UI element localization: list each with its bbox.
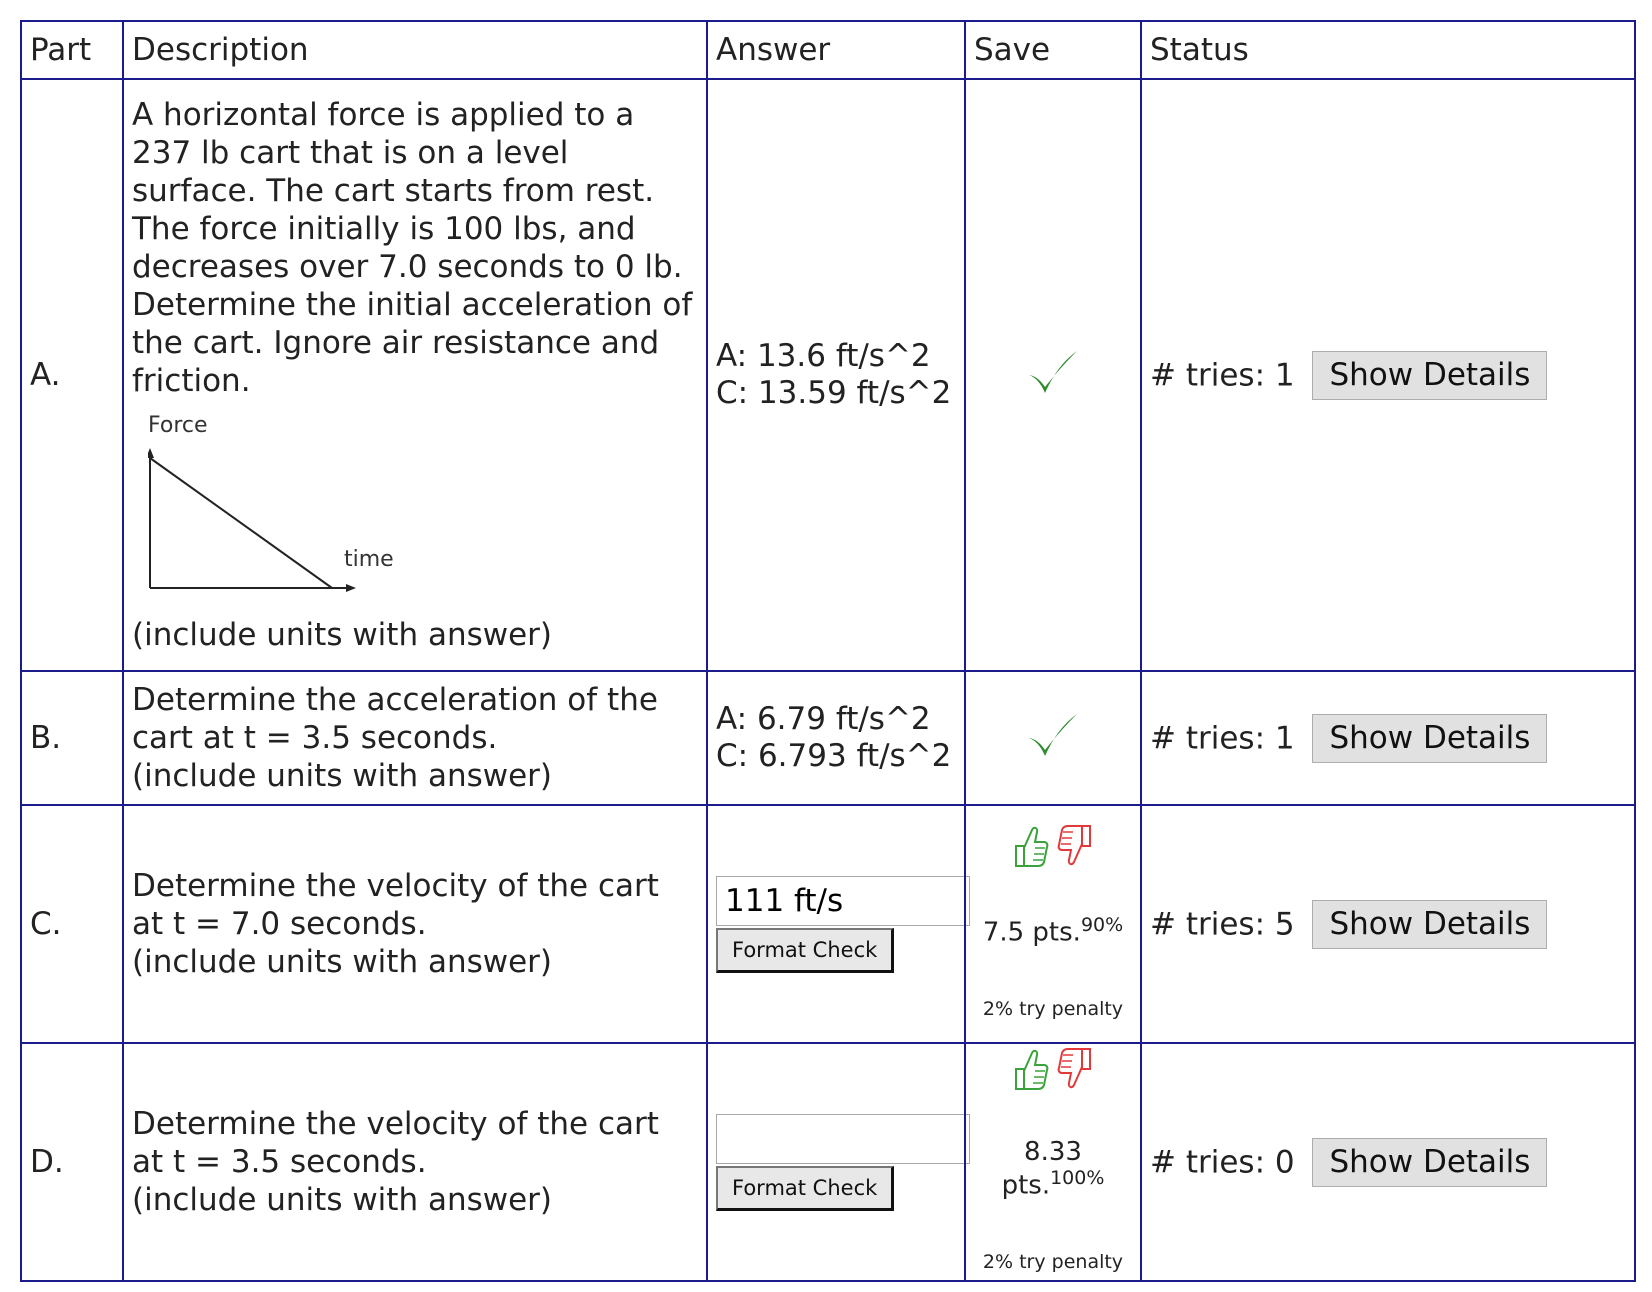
table-row-d <box>21 1043 1635 1281</box>
status-cell-c <box>1141 805 1635 1043</box>
description-text-b: Determine the acceleration of the cart at t = 3.5 seconds. <box>132 682 658 756</box>
show-details-button-d[interactable]: Show Details <box>1312 1138 1547 1187</box>
vote-icons-c <box>970 822 1136 870</box>
answer-cell-c <box>707 805 965 1043</box>
format-check-button-c[interactable]: Format Check <box>716 928 894 973</box>
status-cell-d <box>1141 1043 1635 1281</box>
header-part: Part <box>21 21 123 79</box>
points-value-d <box>970 1137 1136 1201</box>
part-label-b: B. <box>21 671 123 805</box>
points-percent-d: 100% <box>1050 1167 1105 1190</box>
header-description: Description <box>123 21 707 79</box>
table-row-b <box>21 671 1635 805</box>
tries-count-a: # tries: 1 <box>1150 357 1295 393</box>
thumbs-down-icon[interactable] <box>1056 822 1096 870</box>
header-row <box>21 21 1635 79</box>
thumbs-down-icon[interactable] <box>1056 1045 1096 1093</box>
part-label-c: C. <box>21 805 123 1043</box>
points-value-c <box>970 914 1136 948</box>
units-note-b: (include units with answer) <box>132 758 553 794</box>
format-check-button-d[interactable]: Format Check <box>716 1166 894 1211</box>
part-label-a: A. <box>21 79 123 671</box>
vote-icons-d <box>970 1045 1136 1093</box>
description-cell-d <box>123 1043 707 1281</box>
answer-cell-a <box>707 79 965 671</box>
show-details-button-a[interactable]: Show Details <box>1312 351 1547 400</box>
save-cell-c <box>965 805 1141 1043</box>
points-text-c: 7.5 pts. <box>982 917 1081 948</box>
part-label-d: D. <box>21 1043 123 1281</box>
status-cell-a <box>1141 79 1635 671</box>
units-note-a: (include units with answer) <box>132 617 553 653</box>
answer-cell-d <box>707 1043 965 1281</box>
checkmark-icon <box>1025 347 1081 399</box>
description-cell-a <box>123 79 707 671</box>
units-note-d: (include units with answer) <box>132 1182 553 1218</box>
graph-x-arrow <box>346 584 356 592</box>
points-percent-c: 90% <box>1080 914 1124 937</box>
graph-y-arrow <box>148 448 154 458</box>
try-penalty-d: 2% try penalty <box>982 1250 1124 1273</box>
try-penalty-c: 2% try penalty <box>982 997 1124 1020</box>
thumbs-up-icon[interactable] <box>1010 822 1050 870</box>
force-time-graph <box>148 410 408 610</box>
points-text-d: 8.33 pts. <box>1001 1137 1082 1201</box>
table-row-c <box>21 805 1635 1043</box>
description-cell-b <box>123 671 707 805</box>
answer-input-c[interactable] <box>716 876 970 926</box>
graph-y-label: Force <box>148 413 208 438</box>
graph-x-label: time <box>344 547 394 572</box>
status-cell-b <box>1141 671 1635 805</box>
homework-table <box>20 20 1636 1282</box>
tries-count-c: # tries: 5 <box>1150 906 1295 942</box>
show-details-button-b[interactable]: Show Details <box>1312 714 1547 763</box>
tries-count-b: # tries: 1 <box>1150 720 1295 756</box>
description-text-d: Determine the velocity of the cart at t = 3.5 seconds. <box>132 1106 659 1180</box>
correct-answer-b: C: 6.793 ft/s^2 <box>716 738 952 774</box>
header-answer: Answer <box>707 21 965 79</box>
checkmark-icon <box>1025 710 1081 762</box>
correct-answer-a: C: 13.59 ft/s^2 <box>716 375 952 411</box>
show-details-button-c[interactable]: Show Details <box>1312 900 1547 949</box>
units-note-c: (include units with answer) <box>132 944 553 980</box>
save-cell-a <box>965 79 1141 671</box>
description-text-c: Determine the velocity of the cart at t = 7.0 seconds. <box>132 868 659 942</box>
header-status: Status <box>1141 21 1635 79</box>
submitted-answer-a: A: 13.6 ft/s^2 <box>716 338 931 374</box>
save-cell-b <box>965 671 1141 805</box>
description-cell-c <box>123 805 707 1043</box>
submitted-answer-b: A: 6.79 ft/s^2 <box>716 701 931 737</box>
answer-cell-b <box>707 671 965 805</box>
save-cell-d <box>965 1043 1141 1281</box>
answer-input-d[interactable] <box>716 1114 970 1164</box>
header-save: Save <box>965 21 1141 79</box>
tries-count-d: # tries: 0 <box>1150 1144 1295 1180</box>
graph-force-line <box>150 458 332 588</box>
table-row-a <box>21 79 1635 671</box>
description-text-a: A horizontal force is applied to a 237 lb cart that is on a level surface. The cart starts from rest. The force initially is 100 lbs, and decreases over 7.0 seconds to 0 lb. Determine the initial acceleration of the cart. Ignore air resistance and friction. <box>132 97 693 399</box>
thumbs-up-icon[interactable] <box>1010 1045 1050 1093</box>
